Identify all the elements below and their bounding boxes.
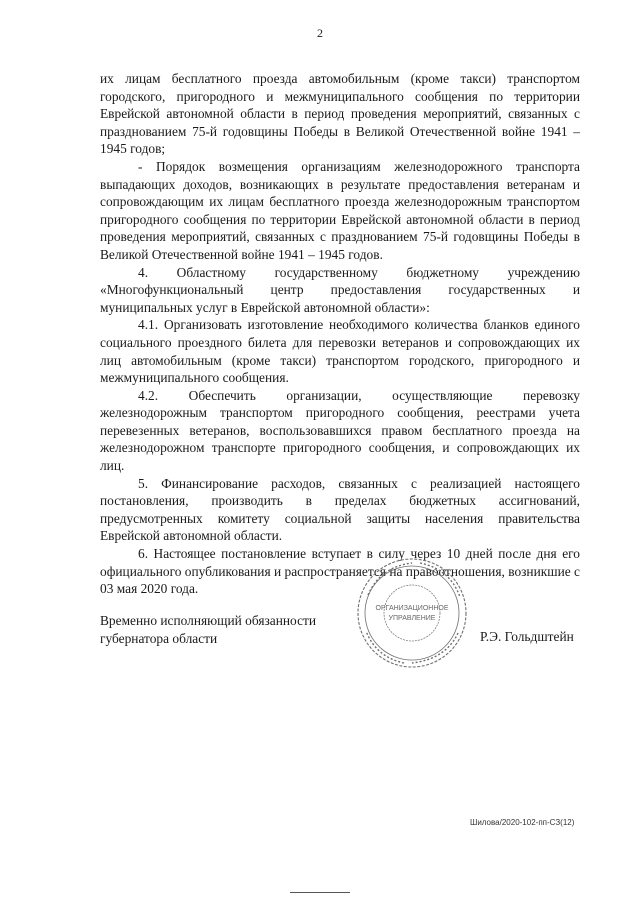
page-number: 2 — [317, 26, 323, 40]
document-body — [100, 70, 580, 598]
paragraph-2: - Порядок возмещения организациям железнодорожного транспорта выпадающих доходов, возникающих в результате предоставления ветеранам и сопровождающим их лицам бесплатного проезда железнодорожным транспортом пригородного сообщения по территории Еврейской автономной области в период проведения мероприятий, связанных с празднованием 75-й годовщины Победы в Великой Отечественной войне 1941 – 1945 годов. — [100, 158, 580, 262]
document-code: Шилова/2020-102-пп-СЗ(12) — [470, 818, 575, 827]
paragraph-5: 4.2. Обеспечить организации, осуществляющие перевозку железнодорожным транспортом пригородного сообщения, реестрами учета перевезенных ветеранов, воспользовавшихся правом бесплатного проезда на железнодорожном транспорте пригородного сообщения, и сопровождающих их лиц. — [100, 387, 580, 474]
paragraph-1: их лицам бесплатного проезда автомобильным (кроме такси) транспортом городского, пригородного и межмуниципального сообщения по территории Еврейской автономной области в период проведения мероприятий, связанных с празднованием 75-й годовщины Победы в Великой Отечественной войне 1941 – 1945 годов; — [100, 71, 580, 157]
signatory-position — [100, 612, 316, 647]
stamp-text-line-1: ОРГАНИЗАЦИОННОЕ — [375, 605, 449, 612]
stamp-text-line-2: УПРАВЛЕНИЕ — [388, 615, 436, 622]
paragraph-4: 4.1. Организовать изготовление необходимого количества бланков единого социального проездного билета для перевозки ветеранов и сопровождающих их лиц автомобильным (кроме такси) транспортом городского, пригородного и межмуниципального сообщения. — [100, 317, 580, 386]
paragraph-7: 6. Настоящее постановление вступает в силу через 10 дней после дня его официального опубликования и распространяется на правоотношения, возникшие с 03 мая 2020 года. — [100, 546, 580, 597]
signatory-position-line-2: губернатора области — [100, 630, 218, 646]
paragraph-6: 5. Финансирование расходов, связанных с реализацией настоящего постановления, производить в пределах бюджетных ассигнований, предусмотренных комитету социальной защиты населения правительства Еврейской автономной области. — [100, 475, 580, 544]
paragraph-3: 4. Областному государственному бюджетному учреждению «Многофункциональный центр предоставления государственных и муниципальных услуг в Еврейской автономной области»: — [100, 264, 580, 315]
signatory-position-line-1: Временно исполняющий обязанности — [100, 613, 317, 628]
official-stamp — [350, 555, 475, 675]
signatory-name: Р.Э. Гольдштейн — [480, 629, 574, 644]
bottom-edge-mark — [290, 892, 350, 893]
